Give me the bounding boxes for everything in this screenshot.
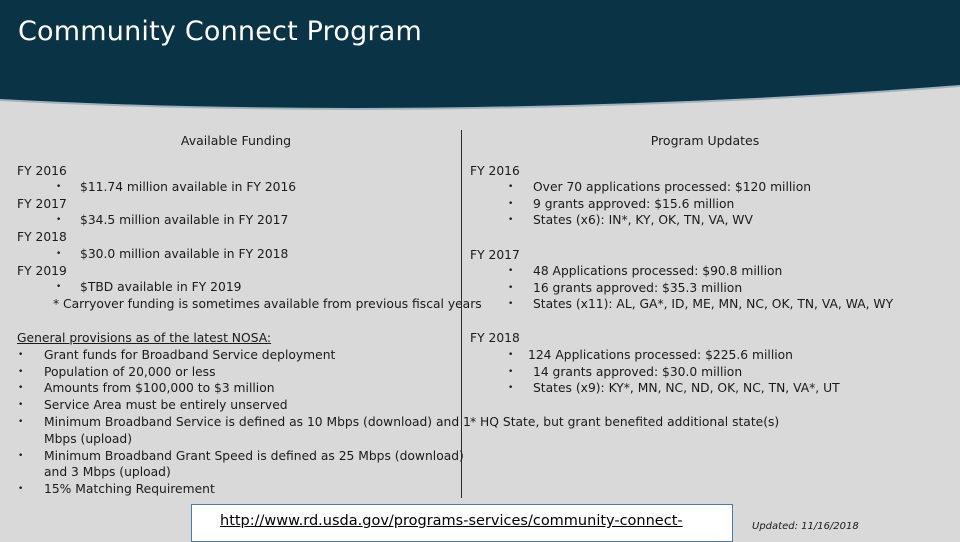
- bullet: •: [508, 299, 514, 309]
- provision-item-continued: Mbps (upload): [44, 432, 133, 446]
- bullet: •: [56, 282, 62, 292]
- bullet: •: [508, 367, 514, 377]
- update-item: States (x9): KY*, MN, NC, ND, OK, NC, TN, VA*, UT: [533, 381, 840, 395]
- funding-year-label: FY 2016: [17, 164, 67, 178]
- funding-item: $34.5 million available in FY 2017: [80, 213, 289, 227]
- program-link-box[interactable]: [191, 504, 733, 542]
- bullet: •: [56, 249, 62, 259]
- provision-item: Service Area must be entirely unserved: [44, 398, 288, 412]
- update-item: Over 70 applications processed: $120 million: [533, 180, 812, 194]
- bullet: •: [508, 182, 514, 192]
- updated-date: Updated: 11/16/2018: [752, 521, 859, 532]
- funding-year-label: FY 2017: [17, 197, 67, 211]
- update-item: 124 Applications processed: $225.6 million: [528, 348, 793, 362]
- hq-state-footnote: * HQ State, but grant benefited additional state(s): [470, 415, 780, 429]
- bullet: •: [18, 350, 24, 360]
- bullet: •: [18, 400, 24, 410]
- column-divider: [461, 130, 462, 498]
- carryover-note: * Carryover funding is sometimes available from previous fiscal years: [53, 297, 482, 311]
- available-funding-heading: Available Funding: [180, 133, 292, 148]
- provision-item: Grant funds for Broadband Service deployment: [44, 348, 336, 362]
- provision-item: Amounts from $100,000 to $3 million: [44, 381, 275, 395]
- update-item: 9 grants approved: $15.6 million: [533, 197, 735, 211]
- program-updates-heading: Program Updates: [650, 133, 760, 148]
- bullet: •: [508, 350, 514, 360]
- bullet: •: [18, 417, 24, 427]
- update-year-label: FY 2018: [470, 331, 520, 345]
- update-year-label: FY 2016: [470, 164, 520, 178]
- bullet: •: [508, 215, 514, 225]
- provision-item: Minimum Broadband Grant Speed is defined as 25 Mbps (download): [44, 449, 464, 463]
- update-item: 16 grants approved: $35.3 million: [533, 281, 743, 295]
- page-title: Community Connect Program: [18, 16, 422, 47]
- program-link[interactable]: http://www.rd.usda.gov/programs-services/community-connect-: [220, 513, 683, 529]
- update-item: States (x6): IN*, KY, OK, TN, VA, WV: [533, 213, 753, 227]
- funding-year-label: FY 2019: [17, 264, 67, 278]
- update-item: 48 Applications processed: $90.8 million: [533, 264, 783, 278]
- bullet: •: [508, 199, 514, 209]
- update-item: States (x11): AL, GA*, ID, ME, MN, NC, OK, TN, VA, WA, WY: [533, 297, 894, 311]
- funding-year-label: FY 2018: [17, 230, 67, 244]
- provision-item: Population of 20,000 or less: [44, 365, 216, 379]
- bullet: •: [56, 182, 62, 192]
- bullet: •: [18, 367, 24, 377]
- funding-item: $11.74 million available in FY 2016: [80, 180, 297, 194]
- bullet: •: [18, 451, 24, 461]
- update-item: 14 grants approved: $30.0 million: [533, 365, 743, 379]
- funding-item: $TBD available in FY 2019: [80, 280, 242, 294]
- provision-item: Minimum Broadband Service is defined as 10 Mbps (download) and 1: [44, 415, 471, 429]
- provision-item: 15% Matching Requirement: [44, 482, 215, 496]
- bullet: •: [508, 266, 514, 276]
- bullet: •: [56, 215, 62, 225]
- provisions-heading: General provisions as of the latest NOSA:: [17, 331, 272, 345]
- bullet: •: [18, 383, 24, 393]
- update-year-label: FY 2017: [470, 248, 520, 262]
- bullet: •: [508, 283, 514, 293]
- provision-item-continued: and 3 Mbps (upload): [44, 465, 171, 479]
- banner-curve: [0, 60, 960, 130]
- bullet: •: [508, 383, 514, 393]
- bullet: •: [18, 484, 24, 494]
- funding-item: $30.0 million available in FY 2018: [80, 247, 289, 261]
